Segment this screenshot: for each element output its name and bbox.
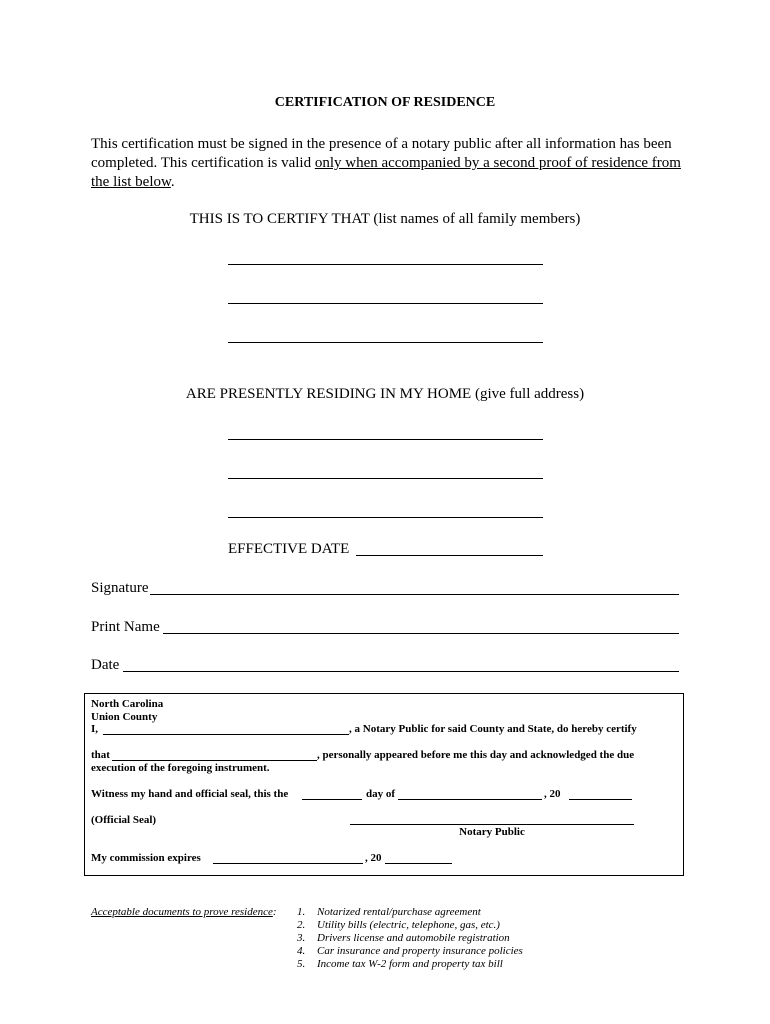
date-label: Date bbox=[91, 657, 120, 673]
witness-day-of: day of bbox=[366, 788, 396, 800]
notary-that-suffix: , personally appeared before me this day and acknowledged the due bbox=[317, 749, 635, 761]
effective-date-label: EFFECTIVE DATE bbox=[228, 541, 350, 557]
family-member-line-1[interactable] bbox=[228, 264, 543, 265]
family-member-line-3[interactable] bbox=[228, 342, 543, 343]
notary-execution: execution of the foregoing instrument. bbox=[91, 762, 270, 774]
print-name-line[interactable] bbox=[163, 633, 679, 634]
address-line-3[interactable] bbox=[228, 517, 543, 518]
commission-label: My commission expires bbox=[91, 852, 201, 864]
documents-heading-colon: : bbox=[272, 906, 277, 918]
commission-year-prefix: , 20 bbox=[365, 852, 382, 864]
document-item-num-3: 3. bbox=[297, 932, 306, 944]
notary-name-line[interactable] bbox=[103, 734, 349, 735]
notary-public-label: Notary Public bbox=[459, 826, 525, 838]
appearing-person-line[interactable] bbox=[112, 760, 317, 761]
certify-label: THIS IS TO CERTIFY THAT (list names of all family members) bbox=[189, 211, 581, 227]
witness-year-line[interactable] bbox=[569, 799, 632, 800]
witness-day-line[interactable] bbox=[302, 799, 362, 800]
notary-i-suffix: , a Notary Public for said County and State, do hereby certify bbox=[349, 723, 637, 735]
notary-box bbox=[84, 693, 684, 876]
signature-label: Signature bbox=[91, 580, 149, 596]
family-member-line-2[interactable] bbox=[228, 303, 543, 304]
notary-state: North Carolina bbox=[91, 698, 164, 710]
document-item-num-4: 4. bbox=[297, 945, 306, 957]
notary-i-prefix: I, bbox=[91, 723, 99, 735]
document-item-num-5: 5. bbox=[297, 958, 306, 970]
date-line[interactable] bbox=[123, 671, 679, 672]
documents-heading bbox=[91, 906, 277, 918]
intro-end: . bbox=[170, 174, 175, 190]
commission-date-line[interactable] bbox=[213, 863, 363, 864]
address-line-2[interactable] bbox=[228, 478, 543, 479]
intro-underlined-text: only when accompanied by a second proof of residence from the list below bbox=[91, 155, 681, 190]
page-title: CERTIFICATION OF RESIDENCE bbox=[274, 95, 496, 110]
signature-line[interactable] bbox=[150, 594, 679, 595]
witness-month-line[interactable] bbox=[398, 799, 542, 800]
document-item-text-4: Car insurance and property insurance policies bbox=[317, 945, 523, 957]
address-line-1[interactable] bbox=[228, 439, 543, 440]
notary-signature-line[interactable] bbox=[350, 824, 634, 825]
document-item-text-1: Notarized rental/purchase agreement bbox=[317, 906, 481, 918]
document-item-num-1: 1. bbox=[297, 906, 306, 918]
intro-paragraph bbox=[91, 135, 691, 192]
document-item-text-3: Drivers license and automobile registration bbox=[317, 932, 510, 944]
commission-year-line[interactable] bbox=[385, 863, 452, 864]
document-item-num-2: 2. bbox=[297, 919, 306, 931]
notary-county: Union County bbox=[91, 711, 158, 723]
official-seal-label: (Official Seal) bbox=[91, 814, 157, 826]
documents-heading-text: Acceptable documents to prove residence bbox=[91, 906, 273, 918]
residing-label: ARE PRESENTLY RESIDING IN MY HOME (give full address) bbox=[185, 386, 585, 402]
notary-that-prefix: that bbox=[91, 749, 110, 761]
document-item-text-5: Income tax W-2 form and property tax bill bbox=[317, 958, 503, 970]
print-name-label: Print Name bbox=[91, 619, 160, 635]
intro-text: This certification must be signed in the presence of a notary public after all information has been completed. This certification is valid bbox=[91, 136, 672, 171]
witness-year-prefix: , 20 bbox=[544, 788, 561, 800]
document-item-text-2: Utility bills (electric, telephone, gas, etc.) bbox=[317, 919, 500, 931]
witness-prefix: Witness my hand and official seal, this the bbox=[91, 788, 289, 800]
effective-date-line[interactable] bbox=[356, 555, 543, 556]
